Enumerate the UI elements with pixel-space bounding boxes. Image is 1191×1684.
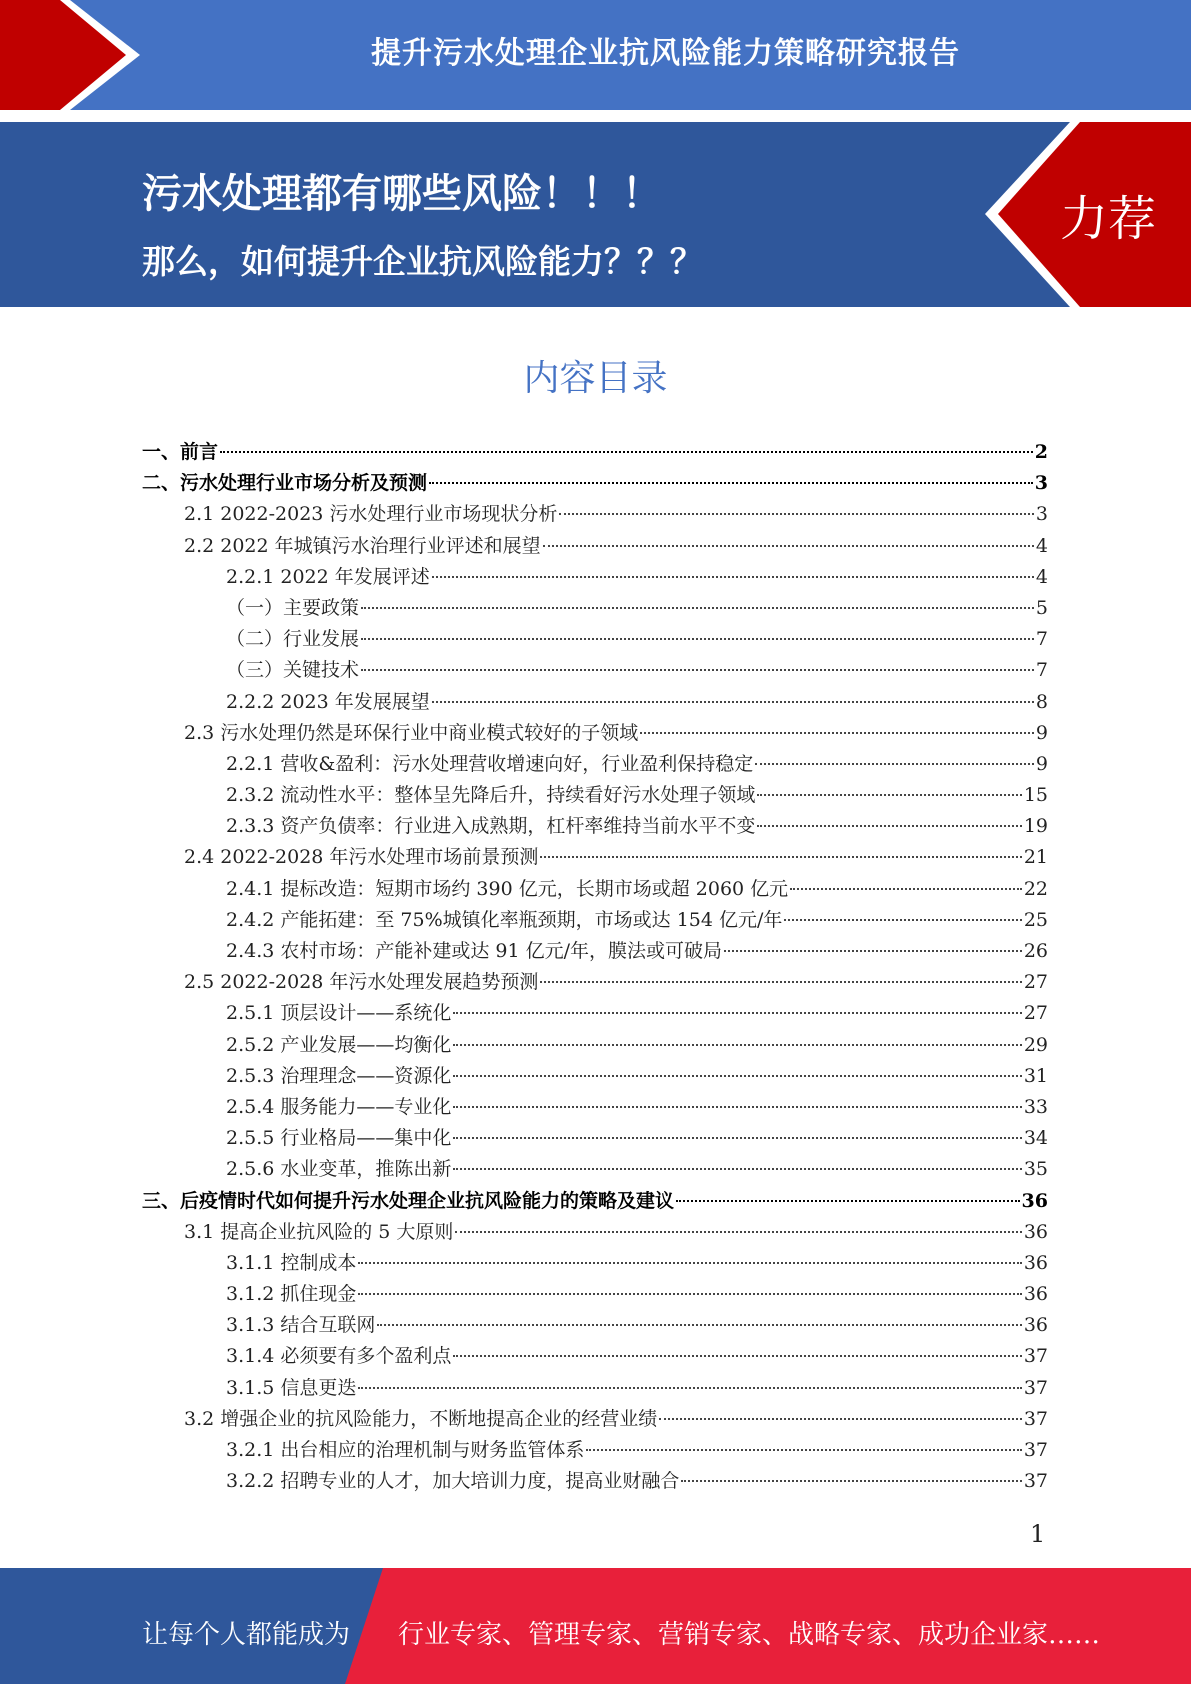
toc-entry[interactable] xyxy=(142,499,1048,530)
toc-dot-leader xyxy=(377,1324,1021,1326)
toc-dot-leader xyxy=(540,981,1021,983)
toc-entry-page: 3 xyxy=(1034,472,1048,495)
toc-entry-title: 3.1.4 必须要有多个盈利点 xyxy=(226,1345,452,1368)
toc-entry-title: 3.2 增强企业的抗风险能力，不断地提高企业的经营业绩 xyxy=(184,1407,658,1430)
toc-entry-title: 3.1.3 结合互联网 xyxy=(226,1314,376,1337)
toc-dot-leader xyxy=(453,1012,1021,1014)
toc-dot-leader xyxy=(453,1075,1021,1077)
report-title: 提升污水处理企业抗风险能力策略研究报告 xyxy=(371,36,960,71)
toc-entry-title: 2.5.5 行业格局——集中化 xyxy=(226,1127,452,1150)
toc-entry[interactable] xyxy=(142,1279,1048,1310)
toc-entry[interactable] xyxy=(142,998,1048,1029)
toc-dot-leader xyxy=(659,1418,1022,1420)
toc-entry[interactable] xyxy=(142,780,1048,811)
toc-entry-page: 15 xyxy=(1023,784,1048,807)
toc-dot-leader xyxy=(640,732,1034,734)
toc-entry-title: 2.2.2 2023 年发展展望 xyxy=(226,690,430,713)
toc-entry-page: 36 xyxy=(1023,1251,1048,1274)
toc-dot-leader xyxy=(724,950,1022,952)
toc-entry-title: 一、前言 xyxy=(142,441,219,463)
toc-entry-title: 3.1.2 抓住现金 xyxy=(226,1283,357,1306)
toc-dot-leader xyxy=(455,1231,1021,1233)
toc-entry-page: 29 xyxy=(1023,1033,1048,1056)
toc-dot-leader xyxy=(453,1137,1021,1139)
toc-dot-leader xyxy=(784,919,1021,921)
toc-dot-leader xyxy=(559,513,1033,515)
recommend-badge: 力荐 xyxy=(1060,191,1157,247)
toc-dot-leader xyxy=(358,1262,1021,1264)
table-of-contents xyxy=(142,437,1048,1497)
toc-entry-title: 2.3.3 资产负债率：行业进入成熟期，杠杆率维持当前水平不变 xyxy=(226,815,756,838)
toc-entry[interactable] xyxy=(142,593,1048,624)
headline: 污水处理都有哪些风险！！！ xyxy=(142,171,662,217)
toc-entry-title: 2.5.2 产业发展——均衡化 xyxy=(226,1033,452,1056)
toc-dot-leader xyxy=(755,763,1034,765)
toc-entry-page: 36 xyxy=(1021,1189,1048,1212)
toc-entry-title: 2.5 2022-2028 年污水处理发展趋势预测 xyxy=(184,971,539,994)
toc-dot-leader xyxy=(432,576,1034,578)
toc-dot-leader xyxy=(358,1293,1021,1295)
toc-entry-page: 37 xyxy=(1023,1345,1048,1368)
toc-entry-page: 37 xyxy=(1023,1470,1048,1493)
toc-entry-title: 二、污水处理行业市场分析及预测 xyxy=(142,472,428,495)
toc-entry-page: 4 xyxy=(1035,534,1048,557)
footer-slogan: 让每个人都能成为 xyxy=(142,1620,351,1650)
toc-entry-title: （二）行业发展 xyxy=(226,628,360,651)
toc-entry[interactable] xyxy=(142,905,1048,936)
toc-entry-title: （一）主要政策 xyxy=(226,596,360,619)
toc-entry-title: 2.5.3 治理理念——资源化 xyxy=(226,1064,452,1087)
toc-entry[interactable] xyxy=(142,1217,1048,1248)
toc-entry-page: 36 xyxy=(1023,1220,1048,1243)
toc-entry[interactable] xyxy=(142,1092,1048,1123)
toc-dot-leader xyxy=(429,482,1033,484)
toc-entry[interactable] xyxy=(142,1435,1048,1466)
toc-dot-leader xyxy=(358,1387,1021,1389)
toc-dot-leader xyxy=(757,825,1021,827)
toc-dot-leader xyxy=(453,1168,1021,1170)
toc-entry-page: 25 xyxy=(1023,908,1048,931)
toc-entry[interactable] xyxy=(142,531,1048,562)
toc-entry-page: 9 xyxy=(1035,752,1048,775)
toc-dot-leader xyxy=(361,669,1034,671)
toc-entry[interactable] xyxy=(142,1373,1048,1404)
toc-entry-title: 2.4.1 提标改造：短期市场约 390 亿元，长期市场或超 2060 亿元 xyxy=(226,877,789,900)
toc-entry-title: 2.5.6 水业变革，推陈出新 xyxy=(226,1158,452,1181)
toc-entry[interactable] xyxy=(142,1154,1048,1185)
toc-entry[interactable] xyxy=(142,1061,1048,1092)
toc-dot-leader xyxy=(676,1200,1020,1202)
toc-entry-title: 3.1 提高企业抗风险的 5 大原则 xyxy=(184,1220,454,1243)
toc-entry-page: 36 xyxy=(1023,1314,1048,1337)
toc-entry-title: 2.5.4 服务能力——专业化 xyxy=(226,1095,452,1118)
toc-entry-title: 2.5.1 顶层设计——系统化 xyxy=(226,1002,452,1025)
page-number: 1 xyxy=(1030,1520,1046,1548)
toc-entry-title: 2.2.1 2022 年发展评述 xyxy=(226,565,430,588)
toc-entry[interactable] xyxy=(142,1123,1048,1154)
toc-entry[interactable] xyxy=(142,1466,1048,1497)
footer-roles: 行业专家、管理专家、营销专家、战略专家、成功企业家…… xyxy=(398,1620,1101,1650)
toc-entry-page: 37 xyxy=(1023,1439,1048,1461)
toc-entry-title: 3.1.5 信息更迭 xyxy=(226,1376,357,1399)
toc-entry-page: 27 xyxy=(1023,1002,1048,1025)
toc-entry[interactable] xyxy=(142,1030,1048,1061)
toc-entry[interactable] xyxy=(142,967,1048,998)
red-chevron-decoration xyxy=(0,0,160,110)
toc-dot-leader xyxy=(361,638,1034,640)
toc-dot-leader xyxy=(453,1355,1021,1357)
toc-entry-title: （三）关键技术 xyxy=(226,659,360,682)
toc-entry-page: 7 xyxy=(1035,659,1048,682)
toc-entry[interactable] xyxy=(142,1248,1048,1279)
toc-entry-title: 3.2.2 招聘专业的人才，加大培训力度，提高业财融合 xyxy=(226,1470,680,1493)
toc-entry[interactable] xyxy=(142,687,1048,718)
toc-entry-page: 3 xyxy=(1035,503,1048,526)
toc-entry-title: 2.3.2 流动性水平：整体呈先降后升，持续看好污水处理子领域 xyxy=(226,784,756,807)
toc-entry-page: 37 xyxy=(1023,1407,1048,1430)
toc-entry-page: 34 xyxy=(1023,1127,1048,1150)
toc-entry-title: 2.3 污水处理仍然是环保行业中商业模式较好的子领域 xyxy=(184,721,639,744)
toc-entry[interactable] xyxy=(142,624,1048,655)
toc-entry[interactable] xyxy=(142,811,1048,842)
toc-title: 内容目录 xyxy=(523,358,668,399)
toc-dot-leader xyxy=(543,545,1034,547)
toc-dot-leader xyxy=(757,794,1021,796)
toc-dot-leader xyxy=(586,1449,1021,1451)
toc-entry[interactable] xyxy=(142,1186,1048,1217)
toc-entry-page: 2 xyxy=(1034,441,1048,463)
toc-entry-title: 2.1 2022-2023 污水处理行业市场现状分析 xyxy=(184,503,558,526)
toc-entry-page: 8 xyxy=(1035,690,1048,713)
toc-entry-title: 2.2.1 营收&盈利：污水处理营收增速向好，行业盈利保持稳定 xyxy=(226,752,754,775)
toc-entry-page: 19 xyxy=(1023,815,1048,838)
toc-dot-leader xyxy=(453,1044,1021,1046)
toc-entry[interactable] xyxy=(142,1341,1048,1372)
toc-entry-page: 27 xyxy=(1023,971,1048,994)
subheadline: 那么，如何提升企业抗风险能力？？？ xyxy=(142,242,703,281)
toc-entry-title: 3.1.1 控制成本 xyxy=(226,1251,357,1274)
toc-entry-page: 5 xyxy=(1035,596,1048,619)
toc-entry-title: 2.4.2 产能拓建：至 75%城镇化率瓶颈期，市场或达 154 亿元/年 xyxy=(226,908,783,931)
toc-entry-page: 7 xyxy=(1035,628,1048,651)
toc-entry-title: 3.2.1 出台相应的治理机制与财务监管体系 xyxy=(226,1439,585,1461)
toc-entry-page: 22 xyxy=(1023,877,1048,900)
toc-entry[interactable] xyxy=(142,718,1048,749)
toc-entry[interactable] xyxy=(142,842,1048,873)
toc-entry-page: 33 xyxy=(1023,1095,1048,1118)
toc-entry-page: 31 xyxy=(1023,1064,1048,1087)
toc-entry[interactable] xyxy=(142,749,1048,780)
toc-entry[interactable] xyxy=(142,437,1048,468)
toc-dot-leader xyxy=(453,1106,1021,1108)
toc-dot-leader xyxy=(540,856,1021,858)
toc-entry-title: 2.2 2022 年城镇污水治理行业评述和展望 xyxy=(184,534,541,557)
toc-entry-page: 37 xyxy=(1023,1376,1048,1399)
toc-dot-leader xyxy=(681,1480,1021,1482)
toc-entry[interactable] xyxy=(142,468,1048,499)
toc-entry-title: 2.4.3 农村市场：产能补建或达 91 亿元/年，膜法或可破局 xyxy=(226,940,723,962)
toc-entry[interactable] xyxy=(142,655,1048,686)
toc-dot-leader xyxy=(432,701,1034,703)
toc-entry-page: 4 xyxy=(1035,565,1048,588)
toc-entry-title: 2.4 2022-2028 年污水处理市场前景预测 xyxy=(184,846,539,869)
toc-dot-leader xyxy=(361,607,1034,609)
toc-entry-page: 9 xyxy=(1035,721,1048,744)
toc-entry[interactable] xyxy=(142,1310,1048,1341)
toc-entry[interactable] xyxy=(142,1404,1048,1435)
toc-entry-title: 三、后疫情时代如何提升污水处理企业抗风险能力的策略及建议 xyxy=(142,1189,675,1212)
toc-entry-page: 21 xyxy=(1023,846,1048,869)
toc-entry-page: 26 xyxy=(1023,940,1048,962)
toc-entry[interactable] xyxy=(142,874,1048,905)
toc-dot-leader xyxy=(220,451,1033,453)
toc-entry[interactable] xyxy=(142,936,1048,967)
toc-entry-page: 35 xyxy=(1023,1158,1048,1181)
toc-entry[interactable] xyxy=(142,562,1048,593)
toc-entry-page: 36 xyxy=(1023,1283,1048,1306)
toc-dot-leader xyxy=(790,888,1022,890)
